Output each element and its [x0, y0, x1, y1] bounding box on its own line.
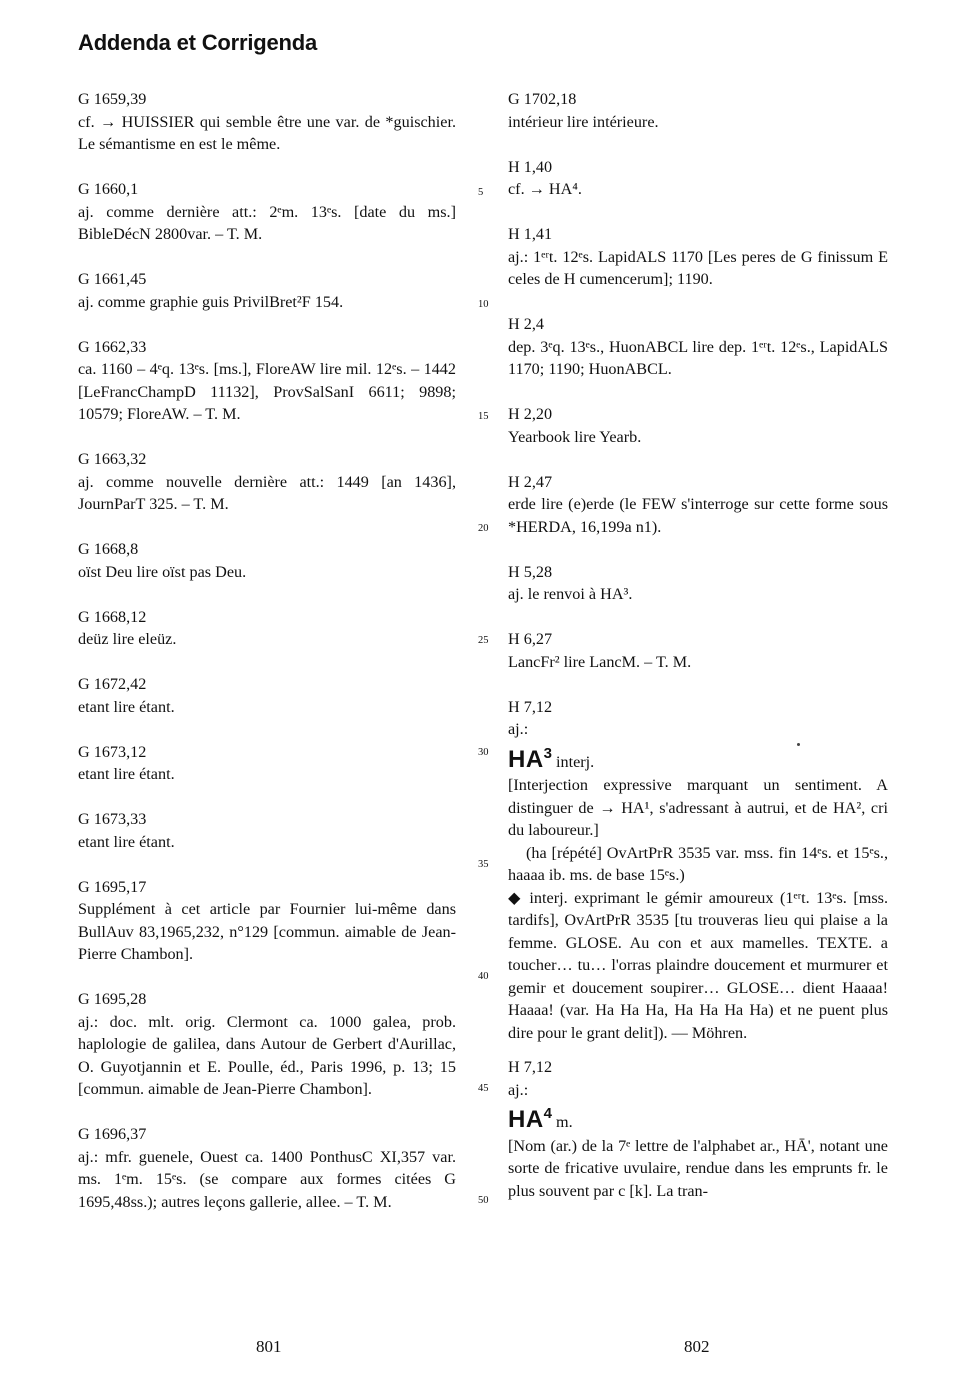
entry-ref: G 1696,37	[78, 1125, 147, 1143]
article-forms: (ha [répété] OvArtPrR 3535 var. mss. fin 14ᵉs. et 15ᵉs., haaaa ib. ms. de base 15ᵉs.)	[508, 843, 888, 884]
correction-entry	[78, 988, 456, 1101]
correction-entry	[508, 628, 888, 673]
entry-ref: H 6,27	[508, 630, 553, 648]
entry-text: etant lire étant.	[78, 765, 175, 783]
correction-entry	[78, 178, 456, 246]
correction-entry	[78, 538, 456, 583]
correction-entry	[508, 403, 888, 448]
entry-ref: H 1,41	[508, 225, 553, 243]
correction-entry	[508, 88, 888, 133]
line-number: 5	[478, 187, 484, 198]
entry-text: aj. le renvoi à HA³.	[508, 585, 633, 603]
page-number-left: 801	[256, 1337, 282, 1356]
line-number: 15	[478, 411, 489, 422]
correction-entry	[508, 561, 888, 606]
entry-ref: G 1662,33	[78, 337, 147, 356]
entry-ref: H 1,40	[508, 157, 553, 176]
entry-text: aj.:	[508, 1080, 529, 1099]
entry-text: ca. 1160 – 4ᵉq. 13ᵉs. [ms.], FloreAW lire mil. 12ᵉs. – 1442 [LeFrancChampD 11132], ProvSalSanI 6611; 9898; 10579; FloreAW. – T. M.	[78, 360, 456, 423]
line-number: 40	[478, 971, 489, 982]
running-title: Addenda et Corrigenda	[78, 30, 318, 55]
entry-text: cf. → HUISSIER qui semble être une var. de *guischier. Le sémantisme en est le même.	[78, 112, 456, 153]
correction-entry	[508, 1056, 888, 1101]
entry-ref: G 1660,1	[78, 180, 139, 198]
article-definition: [Nom (ar.) de la 7ᵉ lettre de l'alphabet ar., HĀ', notant une sorte de fricative uvulaire, rendue dans les emprunts fr. le plus souvent par c [k]. La tran-	[508, 1136, 888, 1200]
dictionary-article-ha3	[508, 744, 888, 1045]
dictionary-article-ha4	[508, 1105, 888, 1202]
entry-text: etant lire étant.	[78, 832, 175, 851]
entry-text: aj. comme dernière att.: 2ᵉm. 13ᵉs. [date du ms.] BibleDécN 2800var. – T. M.	[78, 202, 456, 243]
entry-ref: G 1661,45	[78, 270, 147, 288]
correction-entry	[78, 88, 456, 156]
entry-ref: G 1702,18	[508, 90, 577, 108]
line-number: 45	[478, 1083, 489, 1094]
entry-ref: G 1668,8	[78, 540, 139, 558]
entry-text: aj. comme nouvelle dernière att.: 1449 [an 1436], JournParT 325. – T. M.	[78, 472, 456, 513]
entry-ref: H 2,47	[508, 472, 553, 491]
article-headword	[508, 744, 888, 775]
line-number: 10	[478, 299, 489, 310]
line-number: 20	[478, 523, 489, 534]
article-definition: [Interjection expressive marquant un sentiment. A distinguer de → HA¹, s'adressant à autrui, et de HA², cri du laboureur.]	[508, 776, 888, 839]
correction-entry	[508, 156, 888, 201]
homonym-number: 4	[543, 1105, 553, 1122]
correction-entry	[78, 808, 456, 853]
entry-text: deüz lire eleüz.	[78, 630, 177, 648]
correction-entry	[78, 673, 456, 718]
correction-entry	[508, 223, 888, 291]
part-of-speech: interj.	[556, 752, 595, 771]
entry-ref: G 1695,17	[78, 877, 147, 896]
entry-text: etant lire étant.	[78, 697, 175, 716]
entry-text: intérieur lire intérieure.	[508, 112, 659, 131]
left-column	[78, 88, 456, 1236]
entry-text: aj. comme graphie guis PrivilBret²F 154.	[78, 292, 344, 311]
correction-entry	[508, 471, 888, 539]
entry-text: Supplément à cet article par Fournier lui-même dans BullAuv 83,1965,232, n°129 [commun. aimable de Jean-Pierre Chambon].	[78, 900, 456, 963]
entry-ref: G 1673,33	[78, 810, 147, 828]
correction-entry	[78, 1123, 456, 1213]
entry-text: dep. 3ᵉq. 13ᵉs., HuonABCL lire dep. 1ᵉʳt. 12ᵉs., LapidALS 1170; 1190; HuonABCL.	[508, 337, 888, 378]
entry-text: erde lire (e)erde (le FEW s'interroge sur cette forme sous *HERDA, 16,199a n1).	[508, 495, 888, 536]
entry-text: aj.: 1ᵉʳt. 12ᵉs. LapidALS 1170 [Les peres de G finissum E celes de H cumencerum]; 1190.	[508, 247, 888, 288]
part-of-speech: m.	[556, 1113, 573, 1131]
stray-mark	[797, 743, 800, 746]
entry-text: cf. → HA⁴.	[508, 180, 582, 198]
entry-text: aj.:	[508, 720, 529, 738]
correction-entry	[508, 696, 888, 741]
entry-ref: G 1672,42	[78, 675, 147, 693]
line-number: 35	[478, 859, 489, 870]
entry-text: Yearbook lire Yearb.	[508, 427, 642, 446]
page-number-right: 802	[684, 1337, 710, 1356]
entry-ref: H 5,28	[508, 562, 553, 581]
correction-entry	[78, 336, 456, 426]
line-number: 30	[478, 747, 489, 758]
headword-text: HA	[508, 745, 544, 773]
entry-ref: H 7,12	[508, 697, 553, 716]
entry-ref: H 2,20	[508, 405, 553, 423]
entry-ref: H 7,12	[508, 1058, 553, 1076]
correction-entry	[78, 741, 456, 786]
homonym-number: 3	[543, 744, 553, 762]
entry-text: oïst Deu lire oïst pas Deu.	[78, 562, 247, 581]
entry-ref: H 2,4	[508, 315, 544, 333]
right-column	[508, 88, 888, 1225]
entry-ref: G 1659,39	[78, 90, 147, 108]
correction-entry	[78, 876, 456, 966]
correction-entry	[78, 606, 456, 651]
article-sense: ◆ interj. exprimant le gémir amoureux (1ᵉʳt. 13ᵉs. [mss. tardifs], OvArtPrR 3535 [tu trouveras lieu qui plaise a la femme. GLOSE. Au con et aux mamelles. TEXTE. a toucher… tu… l'orras plaindre doucement et murmurer et gemir et doucement soupirer… GLOSE… dient Haaaa! Haaaa! (var. Ha Ha Ha, Ha Ha Ha Ha) et ne puent plus dire pour le grant delit]). — Möhren.	[508, 888, 888, 1042]
entry-text: aj.: doc. mlt. orig. Clermont ca. 1000 galea, prob. haplologie de galilea, dans Autour de Gerbert d'Aurillac, O. Guyotjannin et E. Poulle, éd., Paris 1996, p. 13; 15 [commun. aimable de Jean-Pierre Chambon].	[78, 1012, 456, 1098]
entry-ref: G 1673,12	[78, 742, 147, 761]
line-number: 50	[478, 1195, 489, 1206]
entry-ref: G 1668,12	[78, 607, 147, 626]
correction-entry	[78, 268, 456, 313]
line-number: 25	[478, 635, 489, 646]
entry-text: aj.: mfr. guenele, Ouest ca. 1400 PonthusC XI,357 var. ms. 1ᵉm. 15ᵉs. (se compare aux formes citées G 1695,48ss.); autres leçons gallerie, allee. – T. M.	[78, 1147, 456, 1211]
entry-ref: G 1663,32	[78, 450, 147, 468]
correction-entry	[78, 448, 456, 516]
entry-text: LancFr² lire LancM. – T. M.	[508, 652, 692, 671]
article-headword	[508, 1105, 888, 1135]
entry-ref: G 1695,28	[78, 990, 147, 1008]
correction-entry	[508, 313, 888, 381]
headword-text: HA	[508, 1106, 544, 1133]
